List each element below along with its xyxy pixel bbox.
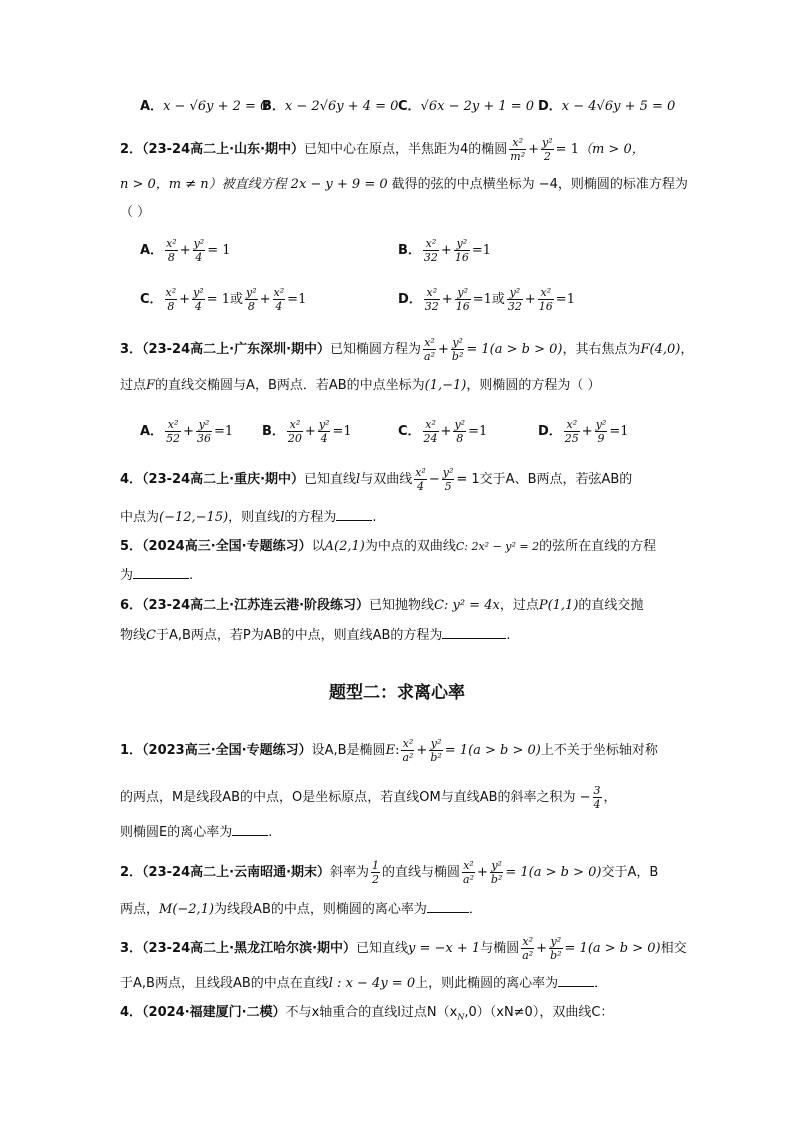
focus-point: F(4,0) xyxy=(640,342,681,357)
option-label: D． xyxy=(398,292,422,307)
q5-line-1 xyxy=(120,537,674,557)
question-number: 5． xyxy=(120,539,143,554)
q3-option-c: C． $\frac{\text{x²}}{24}$ + $\frac{\text{y²}}{8}$ =1 xyxy=(398,418,488,445)
answer-blank[interactable] xyxy=(442,624,506,639)
option-value: =1 xyxy=(287,292,307,307)
question-text: 则椭圆E的离心率为 xyxy=(120,825,233,840)
q3-option-a: A． $\frac{\text{x²}}{52}$ + $\frac{\text{y²}}{36}$ =1 xyxy=(140,418,234,445)
option-value: =1 xyxy=(555,292,575,307)
option-label: A． xyxy=(140,424,164,439)
period: . xyxy=(506,628,511,643)
question-text: 已知抛物线 xyxy=(369,598,435,613)
line-equation: y = −x + 1 xyxy=(408,941,481,956)
option-label: A． xyxy=(140,99,164,114)
question-number: 2． xyxy=(120,142,143,157)
e1-line-2: 的两点，M是线段AB的中点，O是坐标原点，若直线OM与直线AB的斜率之积为 − $\frac{3}{4}$ ， xyxy=(120,784,617,811)
option-label: B． xyxy=(262,99,285,114)
e2-line-1: 2．（23-24高二上·云南昭通·期末）斜率为 $\frac{1}{2}$ 的直线与椭圆 $\frac{\text{x²}}{\text{a²}}$ + $\frac{\text{y²}}{\text{b²}}$ = 1(a > b > 0)交于A，B xyxy=(120,859,659,886)
option-label: D． xyxy=(538,99,562,114)
e4-line-1 xyxy=(120,1003,674,1028)
question-text: 中点为 xyxy=(120,510,160,525)
period: . xyxy=(189,568,194,583)
question-text: 相交 xyxy=(660,941,687,956)
option-label: C． xyxy=(398,424,421,439)
question-text: 已知中心在原点，半焦距为4的椭圆 xyxy=(304,142,508,157)
question-text: 的直线交抛 xyxy=(578,598,644,613)
subscript: N xyxy=(457,1012,465,1022)
question-text: 为线段AB的中点，则椭圆的离心率为 xyxy=(214,902,427,917)
e3-line-2 xyxy=(120,972,674,994)
answer-blank[interactable] xyxy=(336,506,372,521)
question-text: 为 xyxy=(120,568,134,583)
question-text: ，则椭圆的方程为（ ） xyxy=(466,378,601,393)
question-source: （23-24高二上·山东·期中） xyxy=(142,142,305,157)
q1-option-c xyxy=(398,97,534,117)
comma: ， xyxy=(603,790,617,805)
q2-line-2 xyxy=(120,175,688,195)
point: P(1,1) xyxy=(538,598,579,613)
question-text: = 1交于A、B两点，若弦AB的 xyxy=(456,472,633,487)
question-number: 3． xyxy=(120,342,143,357)
question-source: （23-24高二上·广东深圳·期中） xyxy=(142,342,331,357)
or-text: 或 xyxy=(230,292,244,307)
q2-option-d: D． $\frac{\text{x²}}{32}$ + $\frac{\text{y²}}{16}$ =1或 $\frac{\text{y²}}{32}$ + $\frac{\text{x²}}{16}$ =1 xyxy=(398,286,575,313)
point: M(−2,1) xyxy=(159,902,215,917)
var-l: l xyxy=(280,510,285,525)
condition: = 1(a > b > 0) xyxy=(505,865,602,880)
q2-option-a: A． $\frac{\text{x²}}{8}$ + $\frac{\text{y²}}{4}$ = 1 xyxy=(140,237,231,264)
q2-option-c: C． $\frac{\text{x²}}{8}$ + $\frac{\text{y²}}{4}$ = 1或 $\frac{\text{y²}}{8}$ + $\frac{\text{x²}}{4}$ =1 xyxy=(140,286,307,313)
question-text: 截得的弦的中点横坐标为 −4，则椭圆的标准方程为 xyxy=(391,177,688,192)
var-f: F xyxy=(146,378,156,393)
q1-option-b xyxy=(262,97,398,117)
question-number: 4． xyxy=(120,1005,143,1020)
question-text: （m > 0， xyxy=(578,142,645,157)
period: . xyxy=(268,825,273,840)
question-text: 两点， xyxy=(120,902,160,917)
question-source: （23-24高二上·江苏连云港·阶段练习） xyxy=(142,598,370,613)
question-text: 已知椭圆方程为 xyxy=(330,342,422,357)
condition: = 1(a > b > 0) xyxy=(564,941,661,956)
option-value: √6x − 2y + 1 = 0 xyxy=(420,99,535,114)
option-value: =1 xyxy=(332,424,352,439)
question-text: 已知直线 xyxy=(356,941,409,956)
option-value: =1 xyxy=(472,292,492,307)
question-text: 于A,B两点，且线段AB的中点在直线 xyxy=(120,976,329,991)
e3-line-1: 3．（23-24高二上·黑龙江哈尔滨·期中）已知直线y = −x + 1与椭圆 $\frac{\text{x²}}{\text{a²}}$ + $\frac{\text{y²}}{\text{b²}}$ = 1(a > b > 0)相交 xyxy=(120,935,687,962)
answer-paren: （ ） xyxy=(120,205,151,220)
q1-option-a xyxy=(140,97,268,117)
q2-option-b: B． $\frac{\text{x²}}{32}$ + $\frac{\text{y²}}{16}$ =1 xyxy=(398,237,491,264)
fraction-y2-n2: $\frac{\text{y²}}{2}$ xyxy=(542,136,553,163)
option-label: B． xyxy=(262,424,285,439)
question-number: 4． xyxy=(120,472,143,487)
question-text: 不与x轴重合的直线l过点N（x xyxy=(285,1005,458,1020)
option-value: =1 xyxy=(471,243,491,258)
question-source: （2023高三·全国·专题练习） xyxy=(142,743,312,758)
line-equation: l : x − 4y = 0 xyxy=(328,976,416,991)
question-text: 过点 xyxy=(120,378,147,393)
question-text: 与椭圆 xyxy=(480,941,520,956)
question-text: 与双曲线 xyxy=(360,472,413,487)
question-text: ,0）（xN≠0），双曲线C： xyxy=(464,1005,614,1020)
q5-line-2 xyxy=(120,564,674,586)
question-text: ，过点 xyxy=(499,598,539,613)
question-source: （2024高三·全国·专题练习） xyxy=(142,539,312,554)
q6-line-2 xyxy=(120,624,674,646)
q3-line-2 xyxy=(120,376,674,396)
question-source: （23-24高二上·重庆·期中） xyxy=(142,472,305,487)
question-text: 已知直线 xyxy=(304,472,357,487)
question-text: 设A,B是椭圆 xyxy=(311,743,386,758)
question-text: 的直线交椭圆与A，B两点．若AB的中点坐标为 xyxy=(155,378,425,393)
question-text: 的两点，M是线段AB的中点，O是坐标原点，若直线OM与直线AB的斜率之积为 − xyxy=(120,790,591,805)
var-c: C xyxy=(146,628,156,643)
point: A(2,1) xyxy=(324,539,365,554)
answer-blank[interactable] xyxy=(133,564,189,579)
question-text: 的方程为 xyxy=(284,510,337,525)
question-text: ，则直线 xyxy=(228,510,281,525)
q3-line-1: 3．（23-24高二上·广东深圳·期中）已知椭圆方程为 $\frac{\text{x²}}{\text{a²}}$ + $\frac{\text{y²}}{\text{b²}}$ = 1(a > b > 0)，其右焦点为F(4,0)， xyxy=(120,336,694,363)
question-source: （2024·福建厦门·二模） xyxy=(142,1005,286,1020)
fraction-x2-m2: $\frac{\text{x²}}{\text{m²}}$ xyxy=(510,136,526,163)
line-equation: 2x − y + 9 = 0 xyxy=(290,177,388,192)
period: . xyxy=(372,510,377,525)
answer-blank[interactable] xyxy=(232,821,268,836)
question-text: ，其右焦点为 xyxy=(562,342,641,357)
question-number: 2． xyxy=(120,865,143,880)
q2-line-1 xyxy=(120,136,674,163)
answer-blank[interactable] xyxy=(427,898,469,913)
var-e: E xyxy=(385,743,396,758)
option-value: x − √6y + 2 = 0 xyxy=(163,99,269,114)
option-value: = 1 xyxy=(207,243,231,258)
midpoint: (1,−1) xyxy=(424,378,467,393)
curve-equation: C: y² = 4x xyxy=(434,598,500,613)
section-heading: 题型二：求离心率 xyxy=(329,683,465,703)
question-text: 物线 xyxy=(120,628,147,643)
question-number: 1． xyxy=(120,743,143,758)
question-number: 3． xyxy=(120,941,143,956)
q3-option-b: B． $\frac{\text{x²}}{20}$ + $\frac{\text{y²}}{4}$ =1 xyxy=(262,418,352,445)
q6-line-1 xyxy=(120,596,674,616)
option-label: C． xyxy=(398,99,421,114)
e1-line-3 xyxy=(120,821,674,843)
question-text: 于A,B两点，若P为AB的中点，则直线AB的方程为 xyxy=(155,628,443,643)
midpoint: (−12,−15) xyxy=(159,510,229,525)
option-label: A． xyxy=(140,243,164,258)
period: ． xyxy=(594,976,608,991)
var-l: l xyxy=(356,472,361,487)
question-text: 的直线与椭圆 xyxy=(382,865,461,880)
e1-line-1: 1．（2023高三·全国·专题练习）设A,B是椭圆E: $\frac{\text{x²}}{\text{a²}}$ + $\frac{\text{y²}}{\text{b²}}$ = 1(a > b > 0)上不关于坐标轴对称 xyxy=(120,737,658,764)
q4-line-2 xyxy=(120,506,674,528)
q2-paren xyxy=(120,203,674,223)
question-number: 6． xyxy=(120,598,143,613)
answer-blank[interactable] xyxy=(558,972,594,987)
period: ． xyxy=(468,902,482,917)
option-value: x − 4√6y + 5 = 0 xyxy=(561,99,676,114)
question-text: 上，则此椭圆的离心率为 xyxy=(415,976,559,991)
or-text: 或 xyxy=(491,292,505,307)
question-text: 以 xyxy=(311,539,325,554)
option-value: = 1 xyxy=(206,292,230,307)
question-text: 斜率为 xyxy=(330,865,370,880)
option-label: C． xyxy=(140,292,163,307)
question-text: 交于A，B xyxy=(601,865,659,880)
question-source: （23-24高二上·云南昭通·期末） xyxy=(142,865,331,880)
option-value: =1 xyxy=(609,424,629,439)
option-label: D． xyxy=(538,424,562,439)
comma: ， xyxy=(680,342,694,357)
question-text: 的弦所在直线的方程 xyxy=(539,539,657,554)
q4-line-1: 4．（23-24高二上·重庆·期中）已知直线l与双曲线 $\frac{\text{x²}}{4}$ − $\frac{\text{y²}}{5}$ = 1交于A、B两点，若弦AB的 xyxy=(120,466,633,493)
option-value: =1 xyxy=(213,424,234,439)
question-text: 为中点的双曲线 xyxy=(364,539,456,554)
condition: = 1(a > b > 0) xyxy=(444,743,541,758)
e2-line-2 xyxy=(120,898,674,920)
plus: + xyxy=(528,142,540,157)
q3-option-d: D． $\frac{\text{x²}}{25}$ + $\frac{\text{y²}}{9}$ =1 xyxy=(538,418,629,445)
option-value: x − 2√6y + 4 = 0 xyxy=(284,99,399,114)
question-text: 上不关于坐标轴对称 xyxy=(540,743,658,758)
question-text: n > 0，m ≠ n）被直线方程 xyxy=(120,177,287,192)
question-source: （23-24高二上·黑龙江哈尔滨·期中） xyxy=(142,941,357,956)
option-label: B． xyxy=(398,243,421,258)
equals-one: = 1 xyxy=(555,142,579,157)
curve-equation: C: 2x² − y² = 2 xyxy=(455,540,540,553)
option-value: =1 xyxy=(468,424,488,439)
condition: = 1(a > b > 0) xyxy=(466,342,563,357)
q1-option-d xyxy=(538,97,675,117)
